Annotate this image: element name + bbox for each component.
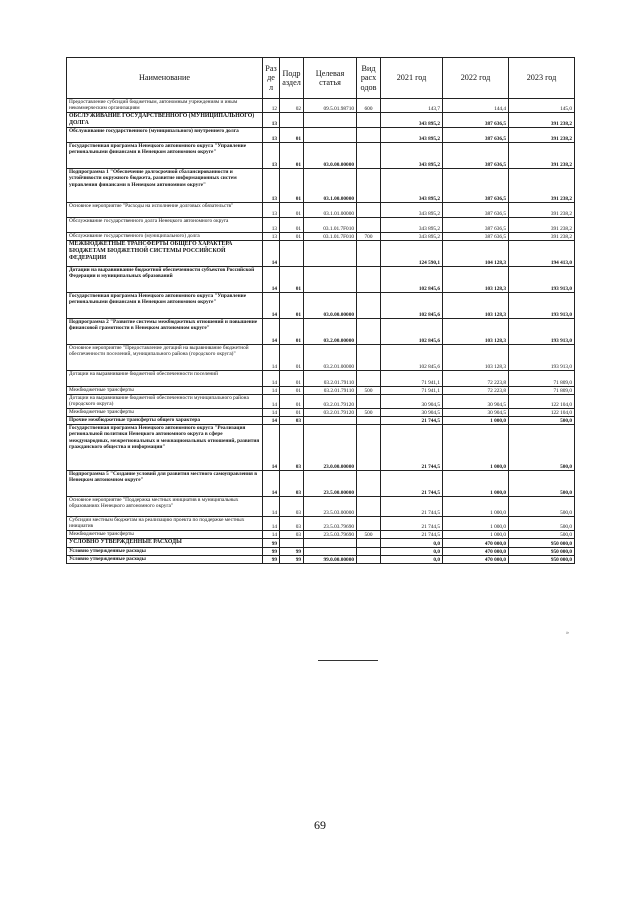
- cell-2023: 500,0: [509, 497, 575, 517]
- cell-target: [304, 267, 357, 293]
- cell-subsection: 99: [280, 548, 304, 556]
- cell-section: 14: [263, 319, 280, 345]
- cell-name: УСЛОВНО УТВЕРЖДЕННЫЕ РАСХОДЫ: [67, 539, 263, 548]
- cell-target: 23.5.03.79690: [304, 517, 357, 531]
- cell-subsection: 01: [280, 143, 304, 169]
- cell-target: 03.1.01.7F010: [304, 233, 357, 241]
- cell-subsection: 01: [280, 169, 304, 203]
- cell-2023: 193 913,0: [509, 293, 575, 319]
- cell-2023: 391 238,2: [509, 218, 575, 233]
- header-2022: 2022 год: [443, 58, 509, 99]
- cell-subsection: [280, 113, 304, 128]
- cell-2021: 343 895,2: [381, 143, 443, 169]
- cell-2021: 343 895,2: [381, 128, 443, 143]
- cell-section: 12: [263, 99, 280, 113]
- cell-name: Основное мероприятие "Расходы на исполнение долговых обязательств": [67, 203, 263, 218]
- cell-type: [357, 517, 381, 531]
- cell-section: 14: [263, 409, 280, 417]
- table-row: [67, 548, 575, 556]
- header-target: Целевая статья: [304, 58, 357, 99]
- cell-2022: 1 000,0: [443, 471, 509, 497]
- cell-target: 03.0.00.00000: [304, 143, 357, 169]
- cell-section: 14: [263, 241, 280, 267]
- cell-section: 14: [263, 531, 280, 539]
- cell-2021: 30 904,5: [381, 409, 443, 417]
- cell-subsection: 03: [280, 497, 304, 517]
- cell-2021: 102 845,6: [381, 319, 443, 345]
- cell-target: [304, 241, 357, 267]
- cell-subsection: 03: [280, 425, 304, 471]
- cell-name: Подпрограмма 2 "Развитие системы межбюджетных отношений и повышение финансовой грамотности в Ненецком автономном округе": [67, 319, 263, 345]
- cell-section: 13: [263, 169, 280, 203]
- table-row: [67, 345, 575, 371]
- cell-2021: 30 904,5: [381, 395, 443, 409]
- cell-section: 14: [263, 471, 280, 497]
- cell-type: [357, 425, 381, 471]
- cell-2023: 391 238,2: [509, 169, 575, 203]
- cell-2022: 103 128,3: [443, 293, 509, 319]
- cell-subsection: 01: [280, 409, 304, 417]
- table-row: [67, 143, 575, 169]
- cell-name: Государственная программа Ненецкого автономного округа "Управление региональными финансами в Ненецком автономном округе": [67, 143, 263, 169]
- cell-2023: 122 104,0: [509, 409, 575, 417]
- cell-name: Обслуживание государственного (муниципального) внутреннего долга: [67, 128, 263, 143]
- cell-target: 09.5.01.98710: [304, 99, 357, 113]
- cell-2021: 21 744,5: [381, 425, 443, 471]
- cell-name: Дотации на выравнивание бюджетной обеспеченности муниципального района (городского округа): [67, 395, 263, 409]
- cell-target: 03.2.01.00000: [304, 345, 357, 371]
- cell-name: Дотации на выравнивание бюджетной обеспеченности поселений: [67, 371, 263, 387]
- cell-type: [357, 345, 381, 371]
- cell-2023: 391 238,2: [509, 143, 575, 169]
- cell-name: Межбюджетные трансферты: [67, 387, 263, 395]
- table-row: [67, 267, 575, 293]
- cell-target: 23.5.00.00000: [304, 471, 357, 497]
- cell-target: 03.2.01.79120: [304, 395, 357, 409]
- cell-2021: 21 744,5: [381, 497, 443, 517]
- cell-2022: 470 000,0: [443, 548, 509, 556]
- cell-subsection: 03: [280, 471, 304, 497]
- cell-type: [357, 497, 381, 517]
- cell-2021: 343 895,2: [381, 218, 443, 233]
- cell-target: 03.1.01.00000: [304, 203, 357, 218]
- table-row: [67, 113, 575, 128]
- cell-name: Межбюджетные трансферты: [67, 409, 263, 417]
- cell-type: 500: [357, 409, 381, 417]
- cell-2023: 391 238,2: [509, 128, 575, 143]
- cell-target: [304, 128, 357, 143]
- cell-target: 99.0.00.00000: [304, 556, 357, 564]
- cell-2022: 30 904,5: [443, 395, 509, 409]
- cell-target: 03.0.00.00000: [304, 293, 357, 319]
- cell-section: 14: [263, 345, 280, 371]
- cell-2023: 122 104,0: [509, 395, 575, 409]
- cell-name: Обслуживание государственного долга Ненецкого автономного округа: [67, 218, 263, 233]
- table-row: [67, 517, 575, 531]
- cell-target: [304, 417, 357, 425]
- cell-name: Обслуживание государственного (муниципального) долга: [67, 233, 263, 241]
- table-row: [67, 409, 575, 417]
- table-row: [67, 218, 575, 233]
- cell-2022: 72 223,8: [443, 387, 509, 395]
- cell-section: 13: [263, 203, 280, 218]
- cell-2022: 470 000,0: [443, 539, 509, 548]
- cell-2023: 194 413,0: [509, 241, 575, 267]
- cell-target: [304, 548, 357, 556]
- table-row: [67, 471, 575, 497]
- cell-subsection: 99: [280, 556, 304, 564]
- table-row: [67, 371, 575, 387]
- header-type: Вид расх одов: [357, 58, 381, 99]
- cell-type: [357, 556, 381, 564]
- cell-type: 500: [357, 531, 381, 539]
- table-row: [67, 319, 575, 345]
- cell-name: Государственная программа Ненецкого автономного округа "Управление региональными финансами в Ненецком автономном округе": [67, 293, 263, 319]
- cell-2022: 387 636,5: [443, 128, 509, 143]
- cell-subsection: 03: [280, 531, 304, 539]
- cell-type: 500: [357, 387, 381, 395]
- table-row: [67, 387, 575, 395]
- cell-name: Основное мероприятие "Предоставление дотаций на выравнивание бюджетной обеспеченности поселений, муниципального района (городского округа)": [67, 345, 263, 371]
- cell-type: [357, 218, 381, 233]
- cell-2021: 0,0: [381, 556, 443, 564]
- cell-target: [304, 539, 357, 548]
- cell-target: 03.2.01.79110: [304, 387, 357, 395]
- cell-2022: 387 636,5: [443, 169, 509, 203]
- cell-name: Основное мероприятие "Поддержка местных инициатив в муниципальных образованиях Ненецкого автономного округа": [67, 497, 263, 517]
- table-row: [67, 169, 575, 203]
- cell-type: [357, 128, 381, 143]
- cell-section: 14: [263, 293, 280, 319]
- cell-2021: 102 845,6: [381, 267, 443, 293]
- cell-2021: 343 895,2: [381, 233, 443, 241]
- cell-2021: 71 941,1: [381, 387, 443, 395]
- cell-subsection: 01: [280, 128, 304, 143]
- cell-subsection: 01: [280, 387, 304, 395]
- cell-name: Государственная программа Ненецкого автономного округа "Реализация региональной политики Ненецкого автономного округа в сфере международных, межрегиональных и межнациональных отношений, развития гражданского общества и информации": [67, 425, 263, 471]
- table-row: [67, 99, 575, 113]
- cell-name: ОБСЛУЖИВАНИЕ ГОСУДАРСТВЕННОГО (МУНИЦИПАЛЬНОГО) ДОЛГА: [67, 113, 263, 128]
- cell-2022: 103 128,3: [443, 267, 509, 293]
- cell-name: Дотации на выравнивание бюджетной обеспеченности субъектов Российской Федерации и муниципальных образований: [67, 267, 263, 293]
- cell-type: [357, 471, 381, 497]
- cell-2021: 21 744,5: [381, 471, 443, 497]
- cell-type: [357, 203, 381, 218]
- cell-target: 03.1.00.00000: [304, 169, 357, 203]
- cell-type: [357, 113, 381, 128]
- cell-name: Подпрограмма 1 "Обеспечение долгосрочной сбалансированности и устойчивости окружного бюджета, развитие информационных систем управления финансами в Ненецком автономном округе": [67, 169, 263, 203]
- cell-name: Предоставление субсидий бюджетным, автономным учреждениям и иным некоммерческим организациям: [67, 99, 263, 113]
- cell-section: 13: [263, 113, 280, 128]
- cell-2023: 71 809,0: [509, 387, 575, 395]
- cell-target: 23.5.03.00000: [304, 497, 357, 517]
- cell-type: [357, 417, 381, 425]
- cell-2021: 343 895,2: [381, 113, 443, 128]
- cell-2022: 144,4: [443, 99, 509, 113]
- cell-section: 14: [263, 395, 280, 409]
- table-row: [67, 395, 575, 409]
- cell-2023: 193 913,0: [509, 267, 575, 293]
- cell-2023: 145,0: [509, 99, 575, 113]
- cell-type: [357, 293, 381, 319]
- cell-subsection: 01: [280, 233, 304, 241]
- cell-subsection: 01: [280, 293, 304, 319]
- cell-2021: 71 941,1: [381, 371, 443, 387]
- cell-target: 03.2.01.79110: [304, 371, 357, 387]
- cell-2021: 124 590,1: [381, 241, 443, 267]
- cell-name: Подпрограмма 5 "Создание условий для развития местного самоуправления в Ненецком автономном округе": [67, 471, 263, 497]
- table-row: [67, 556, 575, 564]
- cell-2021: 0,0: [381, 539, 443, 548]
- cell-2021: 21 744,5: [381, 417, 443, 425]
- cell-section: 14: [263, 417, 280, 425]
- cell-name: Межбюджетные трансферты: [67, 531, 263, 539]
- cell-type: [357, 548, 381, 556]
- table-body: [67, 99, 575, 564]
- cell-type: [357, 143, 381, 169]
- cell-2023: 193 913,0: [509, 345, 575, 371]
- cell-subsection: 01: [280, 267, 304, 293]
- cell-section: 14: [263, 371, 280, 387]
- table-row: [67, 497, 575, 517]
- cell-type: 600: [357, 99, 381, 113]
- cell-2023: 391 238,2: [509, 113, 575, 128]
- cell-2021: 343 895,2: [381, 203, 443, 218]
- cell-2022: 30 904,5: [443, 409, 509, 417]
- cell-section: 14: [263, 387, 280, 395]
- cell-2022: 72 223,8: [443, 371, 509, 387]
- table-header-row: [67, 58, 575, 99]
- cell-target: 23.0.00.00000: [304, 425, 357, 471]
- cell-target: 03.2.01.79120: [304, 409, 357, 417]
- table-row: [67, 539, 575, 548]
- budget-table: [66, 57, 575, 564]
- cell-section: 14: [263, 517, 280, 531]
- cell-2022: 103 128,3: [443, 345, 509, 371]
- cell-name: Условно утвержденные расходы: [67, 548, 263, 556]
- table-row: [67, 233, 575, 241]
- header-subsection: Подр аздел: [280, 58, 304, 99]
- cell-2022: 104 128,3: [443, 241, 509, 267]
- cell-type: [357, 241, 381, 267]
- cell-2023: 500,0: [509, 471, 575, 497]
- cell-type: [357, 395, 381, 409]
- cell-section: 99: [263, 556, 280, 564]
- table-row: [67, 203, 575, 218]
- cell-2022: 387 636,5: [443, 203, 509, 218]
- cell-2023: 950 000,0: [509, 556, 575, 564]
- table-row: [67, 293, 575, 319]
- cell-subsection: 01: [280, 371, 304, 387]
- cell-2023: 500,0: [509, 531, 575, 539]
- cell-2021: 0,0: [381, 548, 443, 556]
- cell-2021: 343 895,2: [381, 169, 443, 203]
- cell-2023: 193 913,0: [509, 319, 575, 345]
- cell-section: 13: [263, 233, 280, 241]
- cell-2022: 1 000,0: [443, 497, 509, 517]
- header-2021: 2021 год: [381, 58, 443, 99]
- table-row: [67, 241, 575, 267]
- cell-2023: 950 000,0: [509, 548, 575, 556]
- cell-2022: 387 636,5: [443, 218, 509, 233]
- cell-2021: 21 744,5: [381, 531, 443, 539]
- cell-2022: 387 636,5: [443, 113, 509, 128]
- cell-2021: 102 845,6: [381, 345, 443, 371]
- cell-subsection: 03: [280, 417, 304, 425]
- cell-2022: 470 000,0: [443, 556, 509, 564]
- cell-name: Прочие межбюджетные трансферты общего характера: [67, 417, 263, 425]
- cell-type: [357, 371, 381, 387]
- cell-2023: 500,0: [509, 417, 575, 425]
- cell-2023: 950 000,0: [509, 539, 575, 548]
- cell-name: Субсидии местным бюджетам на реализацию проекта по поддержке местных инициатив: [67, 517, 263, 531]
- cell-2023: 391 238,2: [509, 233, 575, 241]
- page-number: 69: [314, 818, 326, 832]
- cell-type: [357, 169, 381, 203]
- cell-target: [304, 113, 357, 128]
- cell-target: 23.5.03.79690: [304, 531, 357, 539]
- cell-2021: 21 744,5: [381, 517, 443, 531]
- cell-2022: 1 000,0: [443, 517, 509, 531]
- cell-section: 14: [263, 425, 280, 471]
- cell-2022: 103 128,3: [443, 319, 509, 345]
- cell-target: 03.1.01.7F010: [304, 218, 357, 233]
- cell-2022: 1 000,0: [443, 531, 509, 539]
- cell-2022: 387 636,5: [443, 233, 509, 241]
- cell-subsection: 01: [280, 203, 304, 218]
- cell-2022: 1 000,0: [443, 417, 509, 425]
- table-row: [67, 531, 575, 539]
- cell-type: 700: [357, 233, 381, 241]
- cell-type: [357, 539, 381, 548]
- header-name: Наименование: [67, 58, 263, 99]
- header-2023: 2023 год: [509, 58, 575, 99]
- cell-section: 99: [263, 548, 280, 556]
- table-row: [67, 425, 575, 471]
- header-section: Разде л: [263, 58, 280, 99]
- cell-type: [357, 267, 381, 293]
- cell-subsection: 03: [280, 517, 304, 531]
- cell-subsection: [280, 241, 304, 267]
- cell-subsection: 02: [280, 99, 304, 113]
- cell-2023: 500,0: [509, 517, 575, 531]
- cell-2021: 102 845,6: [381, 293, 443, 319]
- cell-subsection: [280, 539, 304, 548]
- cell-name: Условно утвержденные расходы: [67, 556, 263, 564]
- cell-2022: 387 636,5: [443, 143, 509, 169]
- cell-subsection: 01: [280, 345, 304, 371]
- cell-name: МЕЖБЮДЖЕТНЫЕ ТРАНСФЕРТЫ ОБЩЕГО ХАРАКТЕРА БЮДЖЕТАМ БЮДЖЕТНОЙ СИСТЕМЫ РОССИЙСКОЙ ФЕДЕРАЦИИ: [67, 241, 263, 267]
- cell-section: 99: [263, 539, 280, 548]
- cell-2021: 143,7: [381, 99, 443, 113]
- divider-line: [318, 660, 378, 661]
- cell-section: 14: [263, 497, 280, 517]
- cell-section: 13: [263, 128, 280, 143]
- cell-2022: 1 000,0: [443, 425, 509, 471]
- cell-2023: 391 238,2: [509, 203, 575, 218]
- cell-subsection: 01: [280, 395, 304, 409]
- cell-target: 03.2.00.00000: [304, 319, 357, 345]
- cell-subsection: 01: [280, 218, 304, 233]
- cell-section: 13: [263, 143, 280, 169]
- table-row: [67, 417, 575, 425]
- cell-section: 14: [263, 267, 280, 293]
- corner-mark: »: [566, 630, 569, 636]
- cell-2023: 71 809,0: [509, 371, 575, 387]
- cell-2023: 500,0: [509, 425, 575, 471]
- cell-type: [357, 319, 381, 345]
- cell-section: 13: [263, 218, 280, 233]
- cell-subsection: 01: [280, 319, 304, 345]
- table-row: [67, 128, 575, 143]
